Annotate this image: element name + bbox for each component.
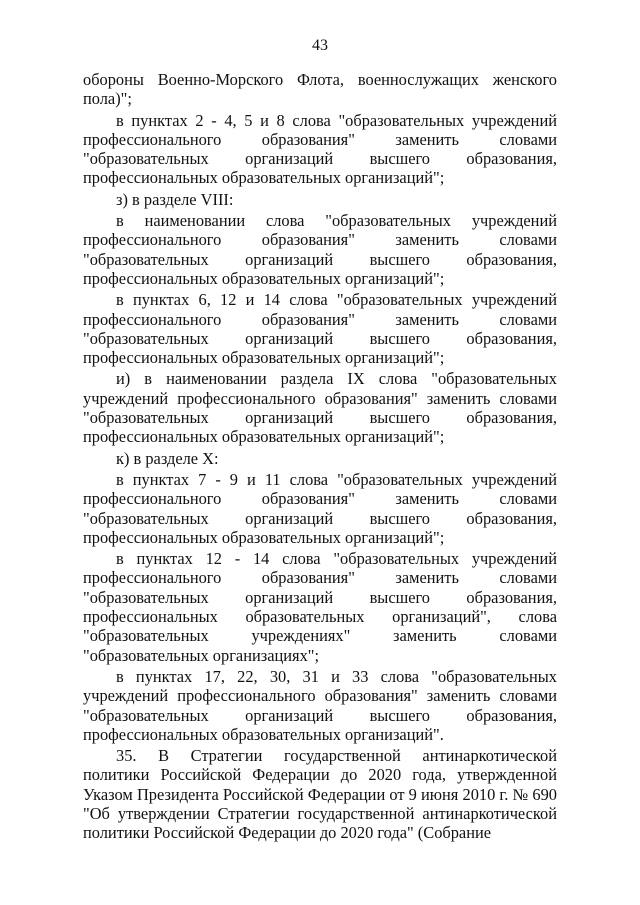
paragraph-section-ix-title: и) в наименовании раздела IX слова "образовательных учреждений профессионального образования" заменить словами "образовательных организаций высшего образования, профессиональных образовательных организаций"; [83,369,557,447]
paragraph-items-17-33: в пунктах 17, 22, 30, 31 и 33 слова "образовательных учреждений профессионального образования" заменить словами "образовательных организаций высшего образования, профессиональных образовательных организаций". [83,666,557,744]
document-body [83,70,557,843]
paragraph-items-7-11: в пунктах 7 - 9 и 11 слова "образовательных учреждений профессионального образования" заменить словами "образовательных организаций высшего образования, профессиональных образовательных организаций"; [83,469,557,547]
paragraph-items-12-14: в пунктах 12 - 14 слова "образовательных учреждений профессионального образования" заменить словами "образовательных организаций высшего образования, профессиональных образовательных организаций", слова "образовательных учреждениях" заменить словами "образовательных организациях"; [83,549,557,665]
paragraph-items-6-12-14: в пунктах 6, 12 и 14 слова "образовательных учреждений профессионального образования" заменить словами "образовательных организаций высшего образования, профессиональных образовательных организаций"; [83,290,557,368]
paragraph-section-x: к) в разделе X: [116,448,219,468]
paragraph-items-2-8: в пунктах 2 - 4, 5 и 8 слова "образовательных учреждений профессионального образования" заменить словами "образовательных организаций высшего образования, профессиональных образовательных организаций"; [83,110,557,188]
paragraph-item-35: 35. В Стратегии государственной антинаркотической политики Российской Федерации до 2020 года, утвержденной Указом Президента Российской Федерации от 9 июня 2010 г. № 690 "Об утверждении Стратегии государственной антинаркотической политики Российской Федерации до 2020 года" (Собрание [83,746,557,843]
paragraph-continuation: обороны Военно-Морского Флота, военнослужащих женского пола)"; [83,70,557,109]
page-number: 43 [312,37,328,54]
paragraph-section-viii: з) в разделе VIII: [116,189,234,209]
paragraph-section-viii-title: в наименовании слова "образовательных учреждений профессионального образования" заменить словами "образовательных организаций высшего образования, профессиональных образовательных организаций"; [83,211,557,288]
